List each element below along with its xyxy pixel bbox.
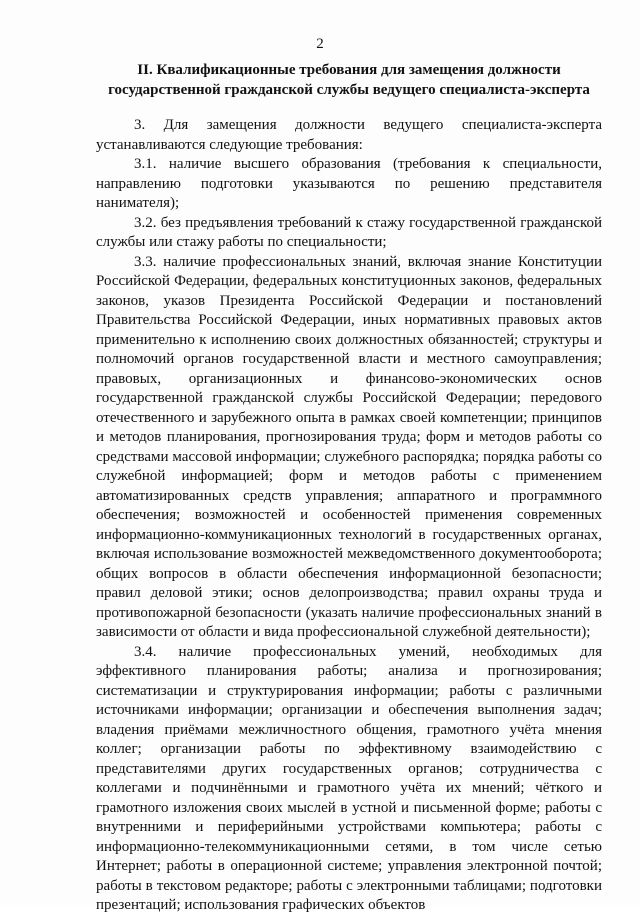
paragraph-3-3: 3.3. наличие профессиональных знаний, включая знание Конституции Российской Федерации, федеральных конституционных законов, федеральных законов, указов Президента Российской Федерации и постановлений Правительства Российской Федерации, иных нормативных правовых актов применительно к исполнению своих должностных обязанностей; структуры и полномочий органов государственной власти и местного самоуправления; правовых, организационных и финансово-экономических основ государственной гражданской службы Российской Федерации; передового отечественного и зарубежного опыта в рамках своей компетенции; принципов и методов планирования, прогнозирования труда; форм и методов работы со средствами массовой информации; служебного распорядка; порядка работы со служебной информацией; форм и методов работы с применением автоматизированных средств управления; аппаратного и программного обеспечения; возможностей и особенностей применения современных информационно-коммуникационных технологий в государственных органах, включая использование возможностей межведомственного документооборота; общих вопросов в области обеспечения информационной безопасности; правил деловой этики; основ делопроизводства; правил охраны труда и противопожарной безопасности (указать наличие профессиональных знаний в зависимости от области и вида профессиональной служебной деятельности); <box>96 253 602 640</box>
section-heading-line-1: II. Квалификационные требования для замещения должности <box>137 62 561 78</box>
paragraph-3-4: 3.4. наличие профессиональных умений, необходимых для эффективного планирования работы; анализа и прогнозирования; систематизации и структурирования информации; работы с различными источниками информации; организации и обеспечения выполнения задач; владения приёмами межличностного общения, грамотного учёта мнения коллег; организации работы по эффективному взаимодействию с представителями других государственных органов; сотрудничества с коллегами и подчинёнными и грамотного учёта их мнений; чёткого и грамотного изложения своих мыслей в устной и письменной форме; работы с внутренними и периферийными устройствами компьютера; работы с информационно-телекоммуникационными сетями, в том числе сетью Интернет; работы в операционной системе; управления электронной почтой; работы в текстовом редакторе; работы с электронными таблицами; подготовки презентаций; использования графических объектов <box>96 643 602 913</box>
paragraph-3: 3. Для замещения должности ведущего специалиста-эксперта устанавливаются следующие требования: <box>96 117 602 153</box>
paragraph-3-2: 3.2. без предъявления требований к стажу государственной гражданской службы или стажу работы по специальности; <box>96 214 602 250</box>
section-heading <box>96 60 602 100</box>
paragraph-3-1: 3.1. наличие высшего образования (требования к специальности, направлению подготовки указываются по решению представителя нанимателя); <box>96 156 602 211</box>
section-heading-line-2: государственной гражданской службы ведущего специалиста-эксперта <box>108 82 590 98</box>
body-text <box>96 116 602 916</box>
page-number: 2 <box>316 36 324 52</box>
